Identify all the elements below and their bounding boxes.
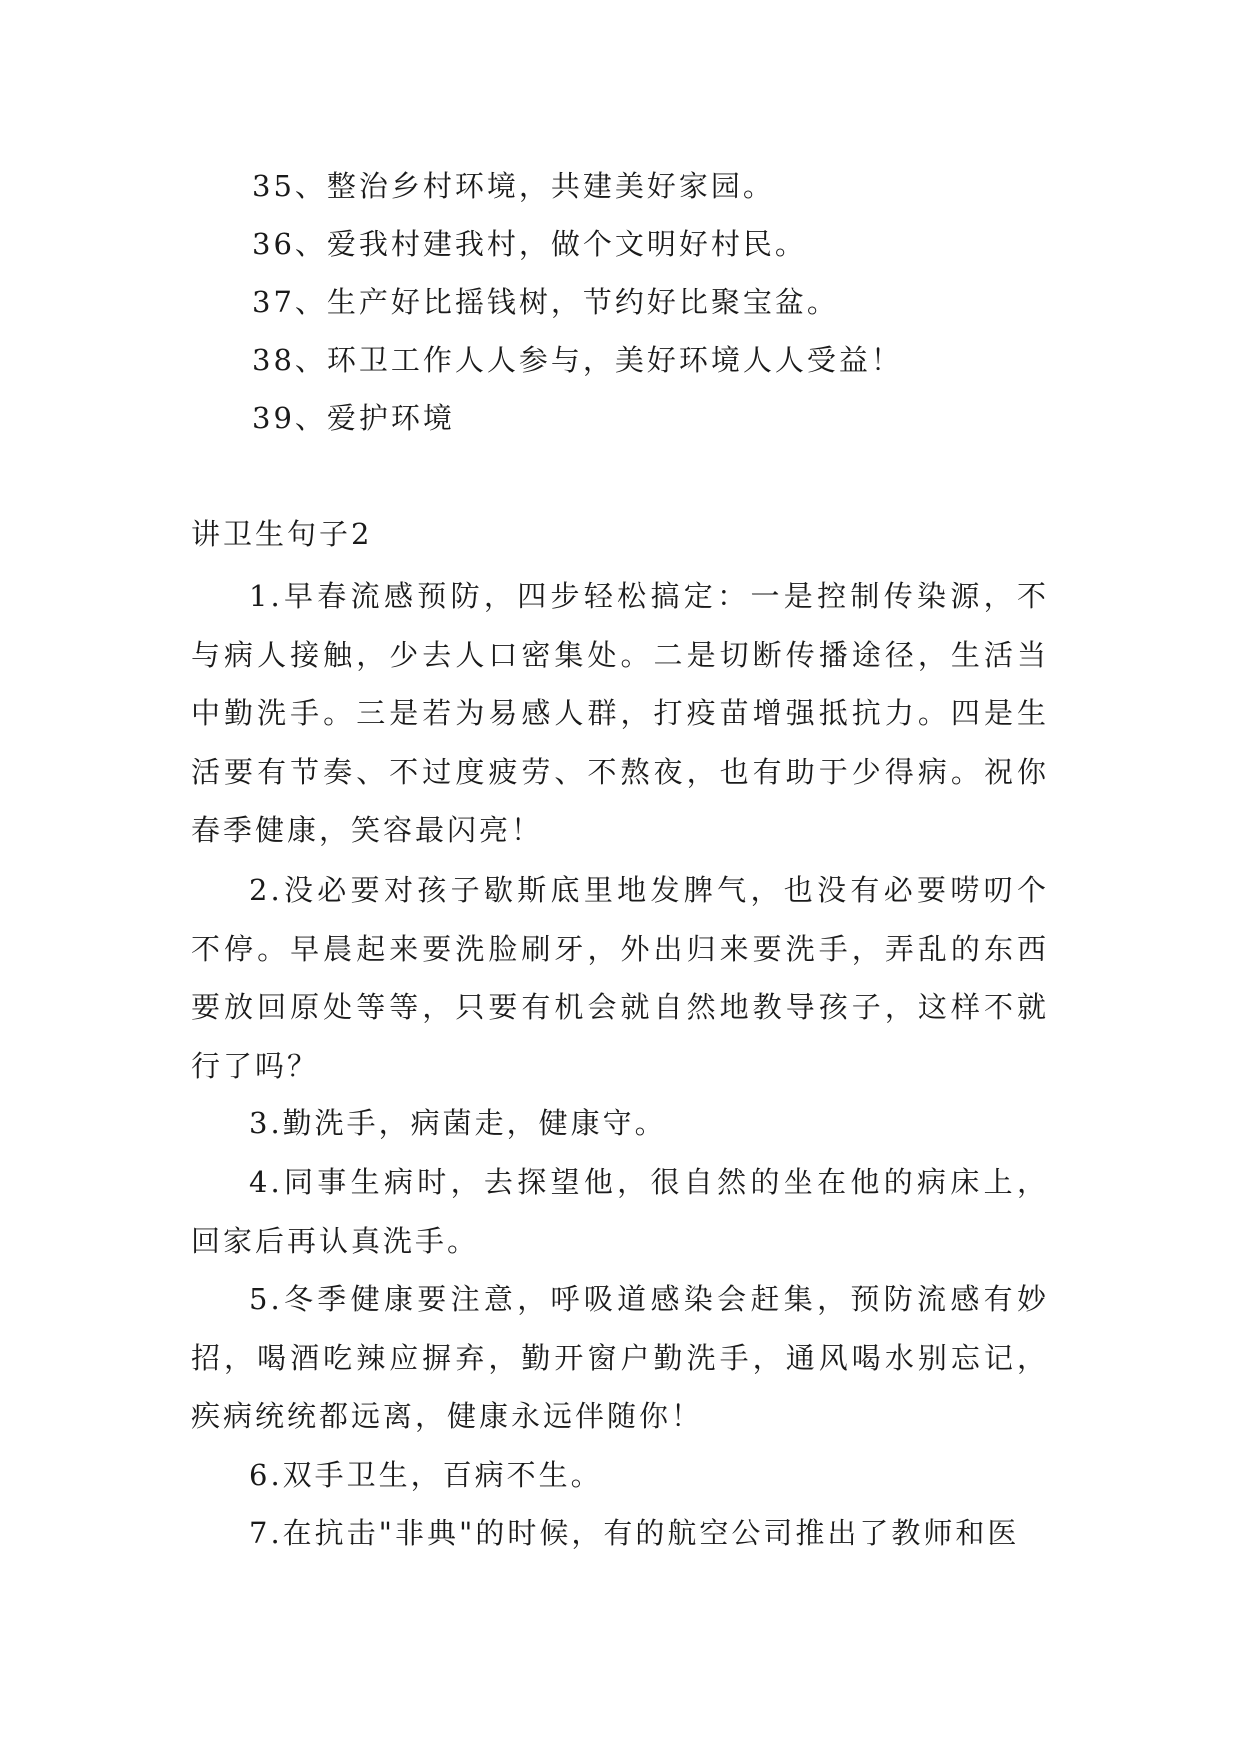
paragraph: 1.早春流感预防，四步轻松搞定：一是控制传染源，不与病人接触，少去人口密集处。二是切断传播途径，生活当中勤洗手。三是若为易感人群，打疫苗增强抵抗力。四是生活要有节奏、不过度疲劳、不熬夜，也有助于少得病。祝你春季健康，笑容最闪亮！ — [191, 579, 1049, 847]
list-item: 35、整治乡村环境，共建美好家园。 — [252, 169, 775, 203]
paragraph: 6.双手卫生，百病不生。 — [249, 1458, 603, 1492]
list-item: 37、生产好比摇钱树，节约好比聚宝盆。 — [252, 285, 839, 319]
list-item: 36、爱我村建我村，做个文明好村民。 — [252, 227, 807, 261]
paragraph: 7.在抗击"非典"的时候，有的航空公司推出了教师和医 — [249, 1516, 1020, 1550]
section-title: 讲卫生句子2 — [191, 517, 373, 551]
paragraph: 3.勤洗手，病菌走，健康守。 — [249, 1106, 667, 1140]
list-item: 38、环卫工作人人参与，美好环境人人受益！ — [252, 343, 903, 377]
paragraph: 2.没必要对孩子歇斯底里地发脾气，也没有必要唠叨个不停。早晨起来要洗脸刷牙，外出归来要洗手，弄乱的东西要放回原处等等，只要有机会就自然地教导孩子，这样不就行了吗？ — [191, 873, 1049, 1083]
paragraph: 5.冬季健康要注意，呼吸道感染会赶集，预防流感有妙招，喝酒吃辣应摒弃，勤开窗户勤洗手，通风喝水别忘记，疾病统统都远离，健康永远伴随你！ — [191, 1282, 1049, 1433]
paragraph: 4.同事生病时，去探望他，很自然的坐在他的病床上，回家后再认真洗手。 — [191, 1165, 1049, 1258]
list-item: 39、爱护环境 — [252, 401, 455, 435]
